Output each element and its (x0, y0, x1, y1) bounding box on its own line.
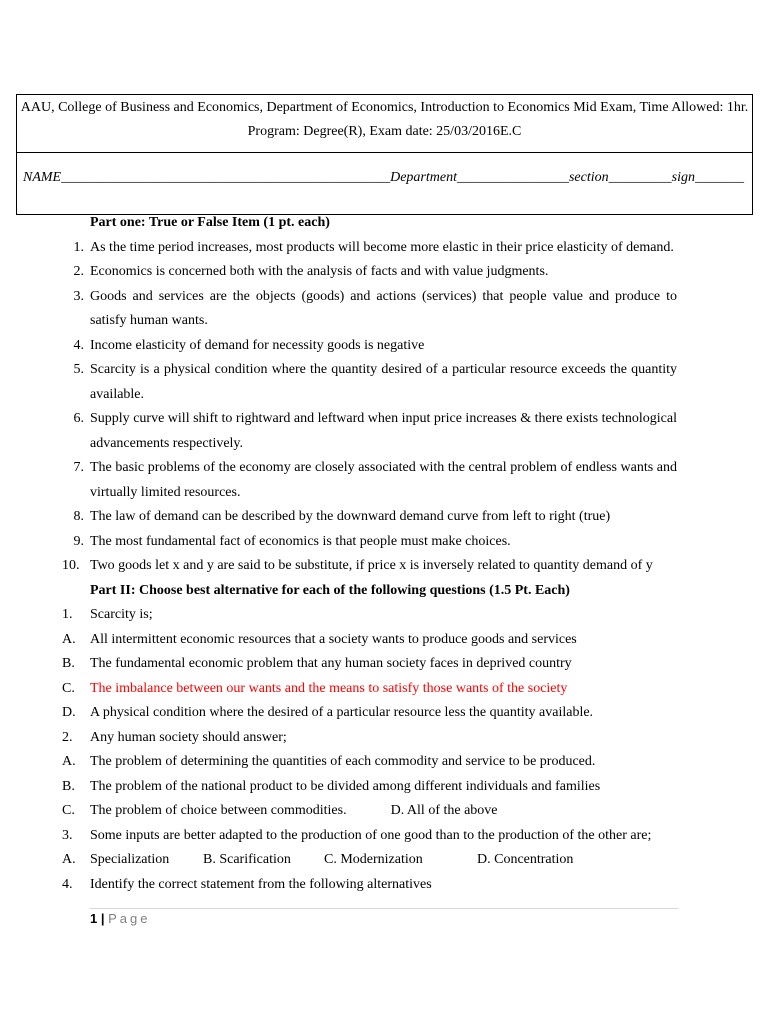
question-number: 1. (62, 607, 73, 622)
question-number: 7. (73, 460, 84, 475)
options-3 (62, 848, 677, 873)
option-2a (62, 750, 677, 775)
question-number: 1. (73, 239, 84, 255)
option-1b (62, 652, 677, 677)
question-text: The basic problems of the economy are closely associated with the central problem of endless wants and virtually limited resources. (90, 460, 677, 500)
question-number: 5. (73, 362, 84, 377)
question-4 (62, 873, 677, 898)
question-number: 3. (62, 827, 73, 843)
option-letter: C. (62, 803, 75, 818)
question-text: Scarcity is; (90, 607, 153, 622)
question-number: 3. (73, 288, 84, 304)
option-1d (62, 701, 677, 726)
question-text: Economics is concerned both with the analysis of facts and with value judgments. (90, 264, 549, 279)
option-text-highlighted: The imbalance between our wants and the means to satisfy those wants of the society (90, 680, 568, 696)
question-text: Scarcity is a physical condition where the quantity desired of a particular resource exceeds the quantity available. (90, 362, 677, 402)
part1-item (62, 554, 677, 579)
option-letter: D. (62, 705, 76, 720)
option-1c (62, 677, 677, 702)
exam-content (62, 211, 677, 897)
question-number: 2. (73, 264, 84, 279)
part1-item (62, 407, 677, 456)
question-text: Income elasticity of demand for necessity goods is negative (90, 337, 425, 353)
question-text: Goods and services are the objects (goods) and actions (services) that people value and produce to satisfy human wants. (90, 288, 677, 328)
exam-header-title (17, 95, 752, 153)
part1-item (62, 260, 677, 285)
page-number: 1 (90, 911, 98, 926)
option-letter: A. (62, 631, 76, 647)
page-footer (90, 908, 678, 926)
question-text: The most fundamental fact of economics is that people must make choices. (90, 533, 511, 549)
question-1 (62, 603, 677, 628)
question-text: Identify the correct statement from the following alternatives (90, 876, 432, 892)
option-text: The problem of the national product to be divided among different individuals and families (90, 778, 601, 794)
question-number: 9. (73, 533, 84, 549)
question-text: Supply curve will shift to rightward and leftward when input price increases & there exists technological advancements respectively. (90, 411, 677, 451)
option-text: All intermittent economic resources that a society wants to produce goods and services (90, 631, 577, 647)
option-text: The problem of determining the quantities of each commodity and service to be produced. (90, 754, 596, 769)
option-letter: A. (62, 754, 76, 769)
option-letter: B. (62, 656, 75, 671)
option-letter: A. (62, 852, 76, 867)
part1-item (62, 505, 677, 530)
question-2 (62, 726, 677, 751)
part1-item (62, 530, 677, 555)
exam-header-box (16, 94, 753, 215)
part1-item (62, 285, 677, 334)
option-letter: C. (62, 680, 75, 696)
question-number: 10. (62, 558, 80, 573)
question-number: 2. (62, 729, 73, 745)
question-text: Any human society should answer; (90, 729, 287, 745)
option-letter: B. (62, 778, 75, 794)
question-number: 6. (73, 411, 84, 426)
option-2cd (62, 799, 677, 824)
option-text: D. Concentration (477, 852, 574, 867)
student-info-line: NAME_______________________________________________Department________________section_________sign_______ (23, 170, 744, 185)
part1-title: Part one: True or False Item (1 pt. each) (90, 215, 330, 230)
part1-question-list (62, 236, 677, 579)
option-text: Specialization (90, 852, 170, 867)
option-1a (62, 628, 677, 653)
page-label: Page (108, 911, 151, 926)
option-text: The problem of choice between commodities. (90, 803, 347, 818)
option-text: D. All of the above (390, 803, 498, 818)
part1-item (62, 456, 677, 505)
option-text: B. Scarification (203, 852, 291, 867)
page-separator: | (100, 911, 105, 926)
option-text: C. Modernization (324, 852, 423, 867)
header-line-1: AAU, College of Business and Economics, Department of Economics, Introduction to Economics Mid Exam, Time Allowed: 1hr. (20, 100, 749, 115)
question-3 (62, 824, 677, 849)
question-number: 8. (73, 509, 84, 524)
option-2b (62, 775, 677, 800)
question-number: 4. (73, 337, 84, 353)
part1-item (62, 358, 677, 407)
option-text: The fundamental economic problem that any human society faces in deprived country (90, 656, 572, 671)
question-text: The law of demand can be described by the downward demand curve from left to right (true) (90, 509, 611, 524)
part2-title: Part II: Choose best alternative for each of the following questions (1.5 Pt. Each) (90, 582, 570, 598)
option-text: A physical condition where the desired of a particular resource less the quantity available. (90, 705, 594, 720)
question-text: Two goods let x and y are said to be substitute, if price x is inversely related to quantity demand of y (90, 558, 653, 573)
part1-item (62, 236, 677, 261)
question-text: As the time period increases, most products will become more elastic in their price elasticity of demand. (90, 239, 674, 255)
part1-item (62, 334, 677, 359)
question-text: Some inputs are better adapted to the production of one good than to the production of the other are; (90, 827, 652, 843)
question-number: 4. (62, 876, 73, 892)
header-line-2: Program: Degree(R), Exam date: 25/03/2016E.C (247, 124, 522, 139)
